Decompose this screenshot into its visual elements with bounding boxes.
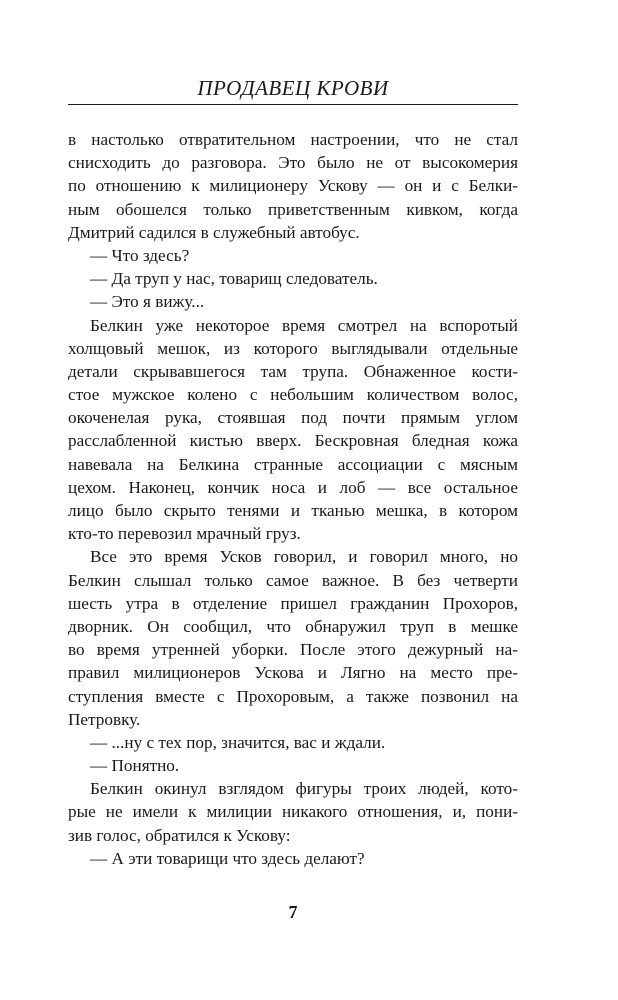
- text-line: Белкин окинул взглядом фигуры троих людей, кото-: [90, 779, 518, 799]
- text-line: — ...ну с тех пор, значится, вас и ждали.: [90, 732, 386, 752]
- text-line: по отношению к милиционеру Ускову — он и с Белки-: [68, 176, 518, 196]
- text-line: дворник. Он сообщил, что обнаружил труп в мешке: [68, 616, 518, 636]
- text-line: Белкин слышал только самое важное. В без четверти: [68, 570, 518, 590]
- text-line: — А эти товарищи что здесь делают?: [90, 848, 365, 868]
- text-line: Все это время Усков говорил, и говорил много, но: [90, 547, 518, 567]
- text-line: шесть утра в отделение пришел гражданин Прохоров,: [68, 593, 518, 613]
- text-line: расслабленной кистью вверх. Бескровная бледная кожа: [68, 431, 518, 451]
- text-line: окоченелая рука, стоявшая под почти прямым углом: [68, 408, 518, 428]
- text-line: стое мужское колено с небольшим количеством волос,: [68, 385, 518, 405]
- text-line: в настолько отвратительном настроении, что не стал: [68, 130, 518, 149]
- text-line: навевала на Белкина странные ассоциации с мясным: [68, 454, 518, 474]
- text-line: — Понятно.: [90, 756, 180, 776]
- text-line: лицо было скрыто тенями и тканью мешка, в котором: [68, 501, 518, 520]
- text-line: детали скрывавшегося там трупа. Обнаженное кости-: [68, 361, 518, 381]
- text-line: рые не имели к милиции никакого отношения, и, пони-: [68, 802, 518, 822]
- text-line: кто-то перевозил мрачный груз.: [68, 524, 301, 544]
- text-line: холщовый мешок, из которого выглядывали отдельные: [68, 338, 518, 358]
- body-text: [68, 128, 518, 870]
- text-line: во время утренней уборки. После этого дежурный на-: [68, 640, 518, 660]
- page-number: 7: [288, 902, 298, 922]
- running-title: ПРОДАВЕЦ КРОВИ: [197, 76, 389, 100]
- header-rule: [68, 104, 518, 105]
- text-line: зив голос, обратился к Ускову:: [68, 825, 291, 845]
- text-line: снисходить до разговора. Это было не от высокомерия: [68, 153, 518, 173]
- text-line: Белкин уже некоторое время смотрел на вспоротый: [90, 315, 518, 335]
- text-line: цехом. Наконец, кончик носа и лоб — все остальное: [68, 477, 518, 497]
- text-line: Петровку.: [68, 709, 141, 729]
- text-line: — Что здесь?: [90, 245, 190, 265]
- text-line: ступления вместе с Прохоровым, а также позвонил на: [68, 686, 518, 706]
- text-line: ным обошелся только приветственным кивком, когда: [68, 199, 518, 219]
- text-line: правил милиционеров Ускова и Лягно на место пре-: [68, 663, 518, 683]
- text-line: Дмитрий садился в служебный автобус.: [68, 222, 360, 242]
- text-line: — Это я вижу...: [90, 292, 205, 312]
- text-line: — Да труп у нас, товарищ следователь.: [90, 269, 378, 289]
